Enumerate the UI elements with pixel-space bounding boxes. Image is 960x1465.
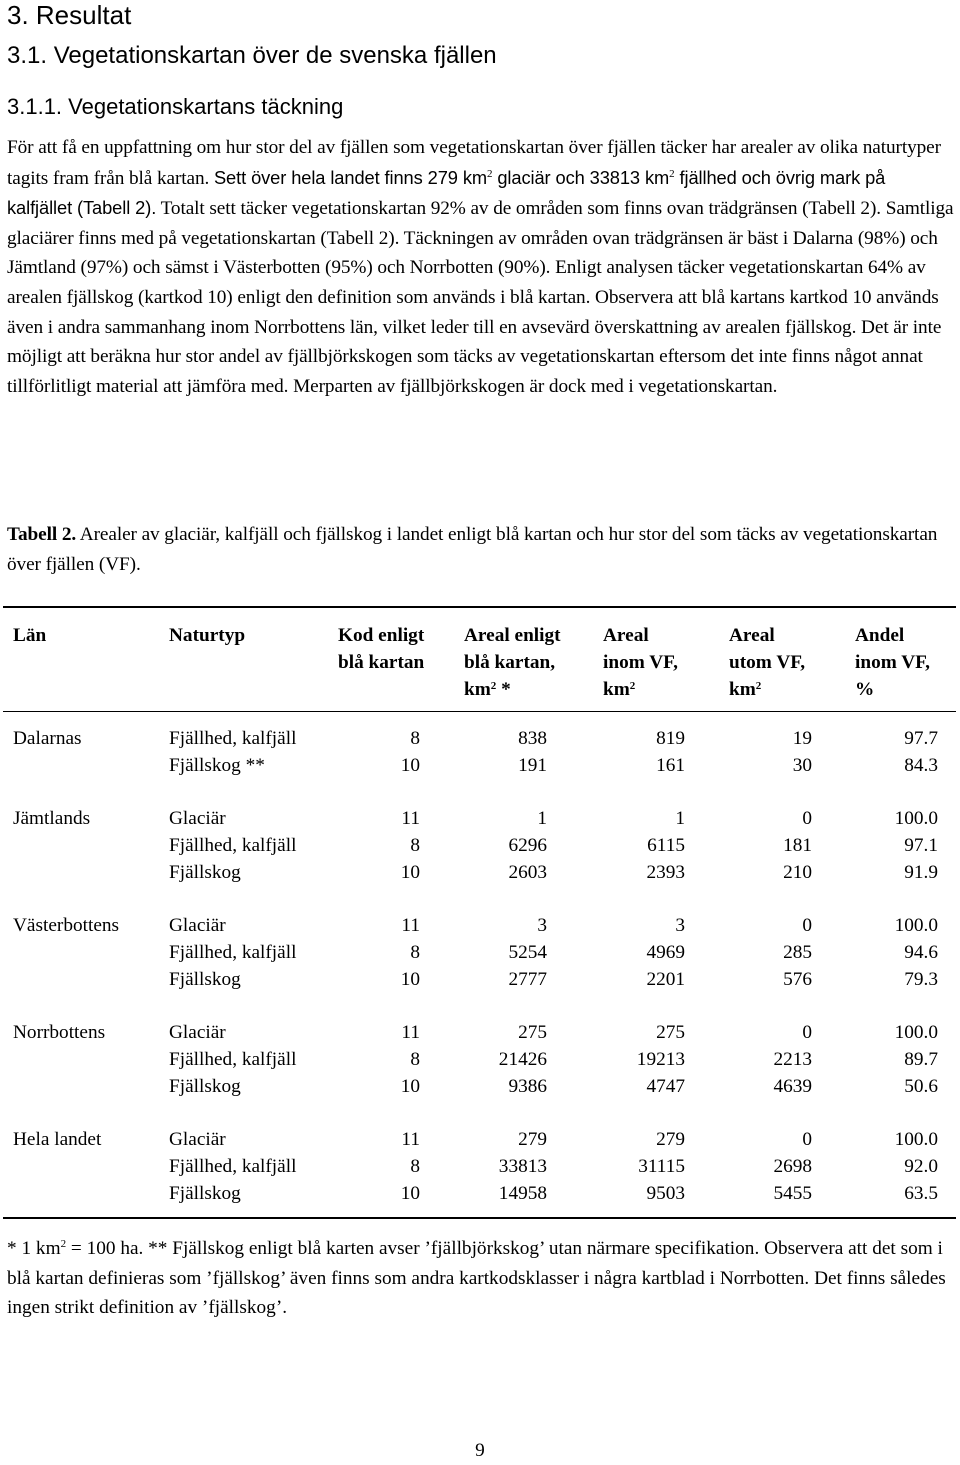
cell-lan: Norrbottens bbox=[13, 1022, 106, 1043]
cell-a3: 2698 bbox=[773, 1156, 812, 1177]
header-areal-blakartan: Areal enligt blå kartan, $km^2$ * bbox=[464, 625, 561, 700]
cell-a3: 5455 bbox=[773, 1183, 812, 1204]
cell-kod: 8 bbox=[410, 1156, 420, 1177]
superscript: 2 bbox=[486, 167, 493, 180]
cell-a3: 210 bbox=[783, 862, 812, 883]
cell-a1: 191 bbox=[518, 755, 547, 776]
cell-lan: Hela landet bbox=[13, 1129, 102, 1150]
cell-kod: 11 bbox=[401, 1022, 420, 1043]
cell-a3: 285 bbox=[783, 942, 812, 963]
header-andel: Andel inom VF, % bbox=[855, 625, 931, 700]
cell-and: 97.7 bbox=[904, 728, 938, 749]
cell-kod: 10 bbox=[400, 1183, 420, 1204]
intro-sentence-2a: Sett över hela landet finns 279 km bbox=[213, 166, 487, 188]
table-footnote: * 1 $km^2 = 100$ ha. ** Fjällskog enligt blå karten avser ’fjällbjörkskog’ utan närmare specifikation. Observera att det som i blå kartan definieras som ’fjällskog’ även finns som andra kartkodsklasser i några kartblad i Norrbotten. Det finns således ingen strikt definition av ’fjällskog’. bbox=[7, 1238, 946, 1319]
header-areal-inom-vf: Areal inom VF, $km^2$ bbox=[603, 625, 679, 700]
table-header-rule bbox=[3, 711, 956, 712]
cell-a2: 2201 bbox=[646, 969, 685, 990]
cell-and: 84.3 bbox=[904, 755, 938, 776]
cell-kod: 11 bbox=[401, 1129, 420, 1150]
caption-label: Tabell 2. bbox=[7, 524, 77, 545]
table-row bbox=[0, 1019, 960, 1046]
cell-kod: 11 bbox=[401, 915, 420, 936]
cell-and: 91.9 bbox=[904, 862, 938, 883]
table-row bbox=[0, 805, 960, 832]
cell-a1: 14958 bbox=[498, 1183, 547, 1204]
cell-a3: 30 bbox=[792, 755, 812, 776]
superscript: 2 bbox=[669, 167, 675, 180]
table-bottom-rule bbox=[3, 1217, 956, 1219]
cell-and: 100.0 bbox=[894, 1022, 938, 1043]
cell-a1: 3 bbox=[537, 915, 547, 936]
cell-a2: 1 bbox=[675, 808, 685, 829]
cell-a2: 161 bbox=[656, 755, 685, 776]
cell-a2: 4747 bbox=[646, 1076, 685, 1097]
cell-kod: 10 bbox=[400, 755, 420, 776]
table-row bbox=[0, 966, 960, 993]
cell-a2: 4969 bbox=[646, 942, 685, 963]
cell-typ: Fjällhed, kalfjäll bbox=[169, 1049, 297, 1070]
cell-kod: 8 bbox=[410, 835, 420, 856]
intro-sentence-2c: fjällhed och övrig mark på kalfjället (Tabell 2). bbox=[7, 166, 886, 219]
cell-typ: Fjällskog bbox=[169, 1076, 241, 1097]
table-row bbox=[0, 725, 960, 752]
cell-a1: 275 bbox=[518, 1022, 547, 1043]
cell-a2: 819 bbox=[656, 728, 685, 749]
intro-sentence-2b: glaciär och 33813 km bbox=[492, 166, 670, 188]
intro-sentence-3: Totalt sett täcker vegetationskartan 92% av de områden som finns ovan trädgränsen (Tabell 2). Samtliga glaciärer finns med på vegetationskartan (Tabell 2). Täckningen av områden ovan trädgränsen är bäst i Dalarna (98%) och Jämtland (97%) och sämst i Västerbotten (95%) och Norrbotten (90%). Enligt analysen täcker vegetationskartan 64% av arealen fjällskog (kartkod 10) enligt den definition som används i blå kartan. Observera att blå kartans kartkod 10 används även i andra sammanhang inom Norrbottens län, vilket leder till en avsevärd överskattning av arealen fjällskog. Det är inte möjligt att beräkna hur stor andel av fjällbjörkskogen som täcks av vegetationskartan eftersom det inte finns något annat tillförlitligt material att jämföra med. Merparten av fjällbjörkskogen är dock med i vegetationskartan. bbox=[7, 198, 954, 397]
cell-a3: 2213 bbox=[773, 1049, 812, 1070]
cell-a2: 3 bbox=[675, 915, 685, 936]
cell-typ: Fjällskog bbox=[169, 969, 241, 990]
cell-a3: 4639 bbox=[773, 1076, 812, 1097]
table-row bbox=[0, 1046, 960, 1073]
cell-a2: 31115 bbox=[638, 1156, 685, 1177]
header-naturtyp: Naturtyp bbox=[169, 625, 246, 646]
cell-typ: Fjällskog bbox=[169, 1183, 241, 1204]
cell-lan: Västerbottens bbox=[13, 915, 120, 936]
table-row bbox=[0, 859, 960, 886]
cell-a3: 19 bbox=[792, 728, 812, 749]
cell-typ: Fjällskog bbox=[169, 862, 241, 883]
cell-and: 92.0 bbox=[904, 1156, 938, 1177]
cell-and: 79.3 bbox=[904, 969, 938, 990]
cell-a3: 0 bbox=[802, 915, 812, 936]
cell-and: 89.7 bbox=[904, 1049, 938, 1070]
cell-a1: 2777 bbox=[508, 969, 547, 990]
table-row bbox=[0, 1126, 960, 1153]
table-top-rule bbox=[3, 606, 956, 608]
cell-a1: 1 bbox=[537, 808, 547, 829]
cell-a2: 2393 bbox=[646, 862, 685, 883]
table-row bbox=[0, 832, 960, 859]
cell-typ: Fjällhed, kalfjäll bbox=[169, 1156, 297, 1177]
cell-a3: 181 bbox=[783, 835, 812, 856]
cell-typ: Glaciär bbox=[169, 1022, 226, 1043]
intro-sentence-1: För att få en uppfattning om hur stor del av fjällen som vegetationskartan över fjällen täcker har arealer av olika naturtyper tagits fram från blå kartan. bbox=[7, 137, 941, 189]
subsubsection-heading: 3.1.1. Vegetationskartans täckning bbox=[7, 94, 344, 119]
cell-typ: Fjällhed, kalfjäll bbox=[169, 942, 297, 963]
table-row bbox=[0, 1073, 960, 1100]
table-row bbox=[0, 1153, 960, 1180]
cell-and: 50.6 bbox=[904, 1076, 938, 1097]
cell-a1: 5254 bbox=[508, 942, 547, 963]
section-heading: 3. Resultat bbox=[7, 0, 132, 30]
cell-a1: 21426 bbox=[498, 1049, 547, 1070]
cell-and: 94.6 bbox=[904, 942, 938, 963]
cell-a3: 0 bbox=[802, 808, 812, 829]
cell-and: 63.5 bbox=[904, 1183, 938, 1204]
cell-typ: Glaciär bbox=[169, 808, 226, 829]
cell-a1: 2603 bbox=[508, 862, 547, 883]
cell-typ: Fjällhed, kalfjäll bbox=[169, 835, 297, 856]
cell-a1: 279 bbox=[518, 1129, 547, 1150]
cell-typ: Glaciär bbox=[169, 915, 226, 936]
table-caption bbox=[7, 520, 955, 579]
cell-a2: 6115 bbox=[647, 835, 685, 856]
table-row bbox=[0, 752, 960, 779]
page-number: 9 bbox=[475, 1440, 485, 1461]
cell-typ: Glaciär bbox=[169, 1129, 226, 1150]
header-kod: Kod enligt blå kartan bbox=[338, 625, 425, 673]
cell-typ: Fjällhed, kalfjäll bbox=[169, 728, 297, 749]
cell-kod: 8 bbox=[410, 1049, 420, 1070]
cell-a1: 33813 bbox=[498, 1156, 547, 1177]
cell-and: 100.0 bbox=[894, 808, 938, 829]
table-row bbox=[0, 939, 960, 966]
table-row bbox=[0, 912, 960, 939]
cell-kod: 10 bbox=[400, 1076, 420, 1097]
cell-and: 100.0 bbox=[894, 915, 938, 936]
intro-paragraph bbox=[7, 133, 955, 401]
cell-a3: 0 bbox=[802, 1129, 812, 1150]
cell-kod: 10 bbox=[400, 969, 420, 990]
header-areal-utom-vf: Areal utom VF, $km^2$ bbox=[729, 625, 806, 700]
cell-a3: 576 bbox=[783, 969, 812, 990]
cell-kod: 8 bbox=[410, 942, 420, 963]
cell-kod: 8 bbox=[410, 728, 420, 749]
cell-a1: 9386 bbox=[508, 1076, 547, 1097]
cell-kod: 11 bbox=[401, 808, 420, 829]
cell-kod: 10 bbox=[400, 862, 420, 883]
header-lan: Län bbox=[13, 625, 47, 646]
cell-a2: 275 bbox=[656, 1022, 685, 1043]
cell-lan: Jämtlands bbox=[13, 808, 91, 829]
cell-typ: Fjällskog ** bbox=[169, 755, 265, 776]
cell-a3: 0 bbox=[802, 1022, 812, 1043]
cell-and: 97.1 bbox=[904, 835, 938, 856]
cell-a1: 838 bbox=[518, 728, 547, 749]
cell-a2: 19213 bbox=[636, 1049, 685, 1070]
cell-lan: Dalarnas bbox=[13, 728, 82, 749]
table-row bbox=[0, 1180, 960, 1207]
subsection-heading: 3.1. Vegetationskartan över de svenska fjällen bbox=[7, 42, 497, 69]
cell-a2: 279 bbox=[656, 1129, 685, 1150]
cell-a2: 9503 bbox=[646, 1183, 685, 1204]
caption-text: Arealer av glaciär, kalfjäll och fjällskog i landet enligt blå kartan och hur stor del som täcks av vegetationskartan över fjällen (VF). bbox=[7, 524, 938, 575]
cell-and: 100.0 bbox=[894, 1129, 938, 1150]
cell-a1: 6296 bbox=[508, 835, 547, 856]
